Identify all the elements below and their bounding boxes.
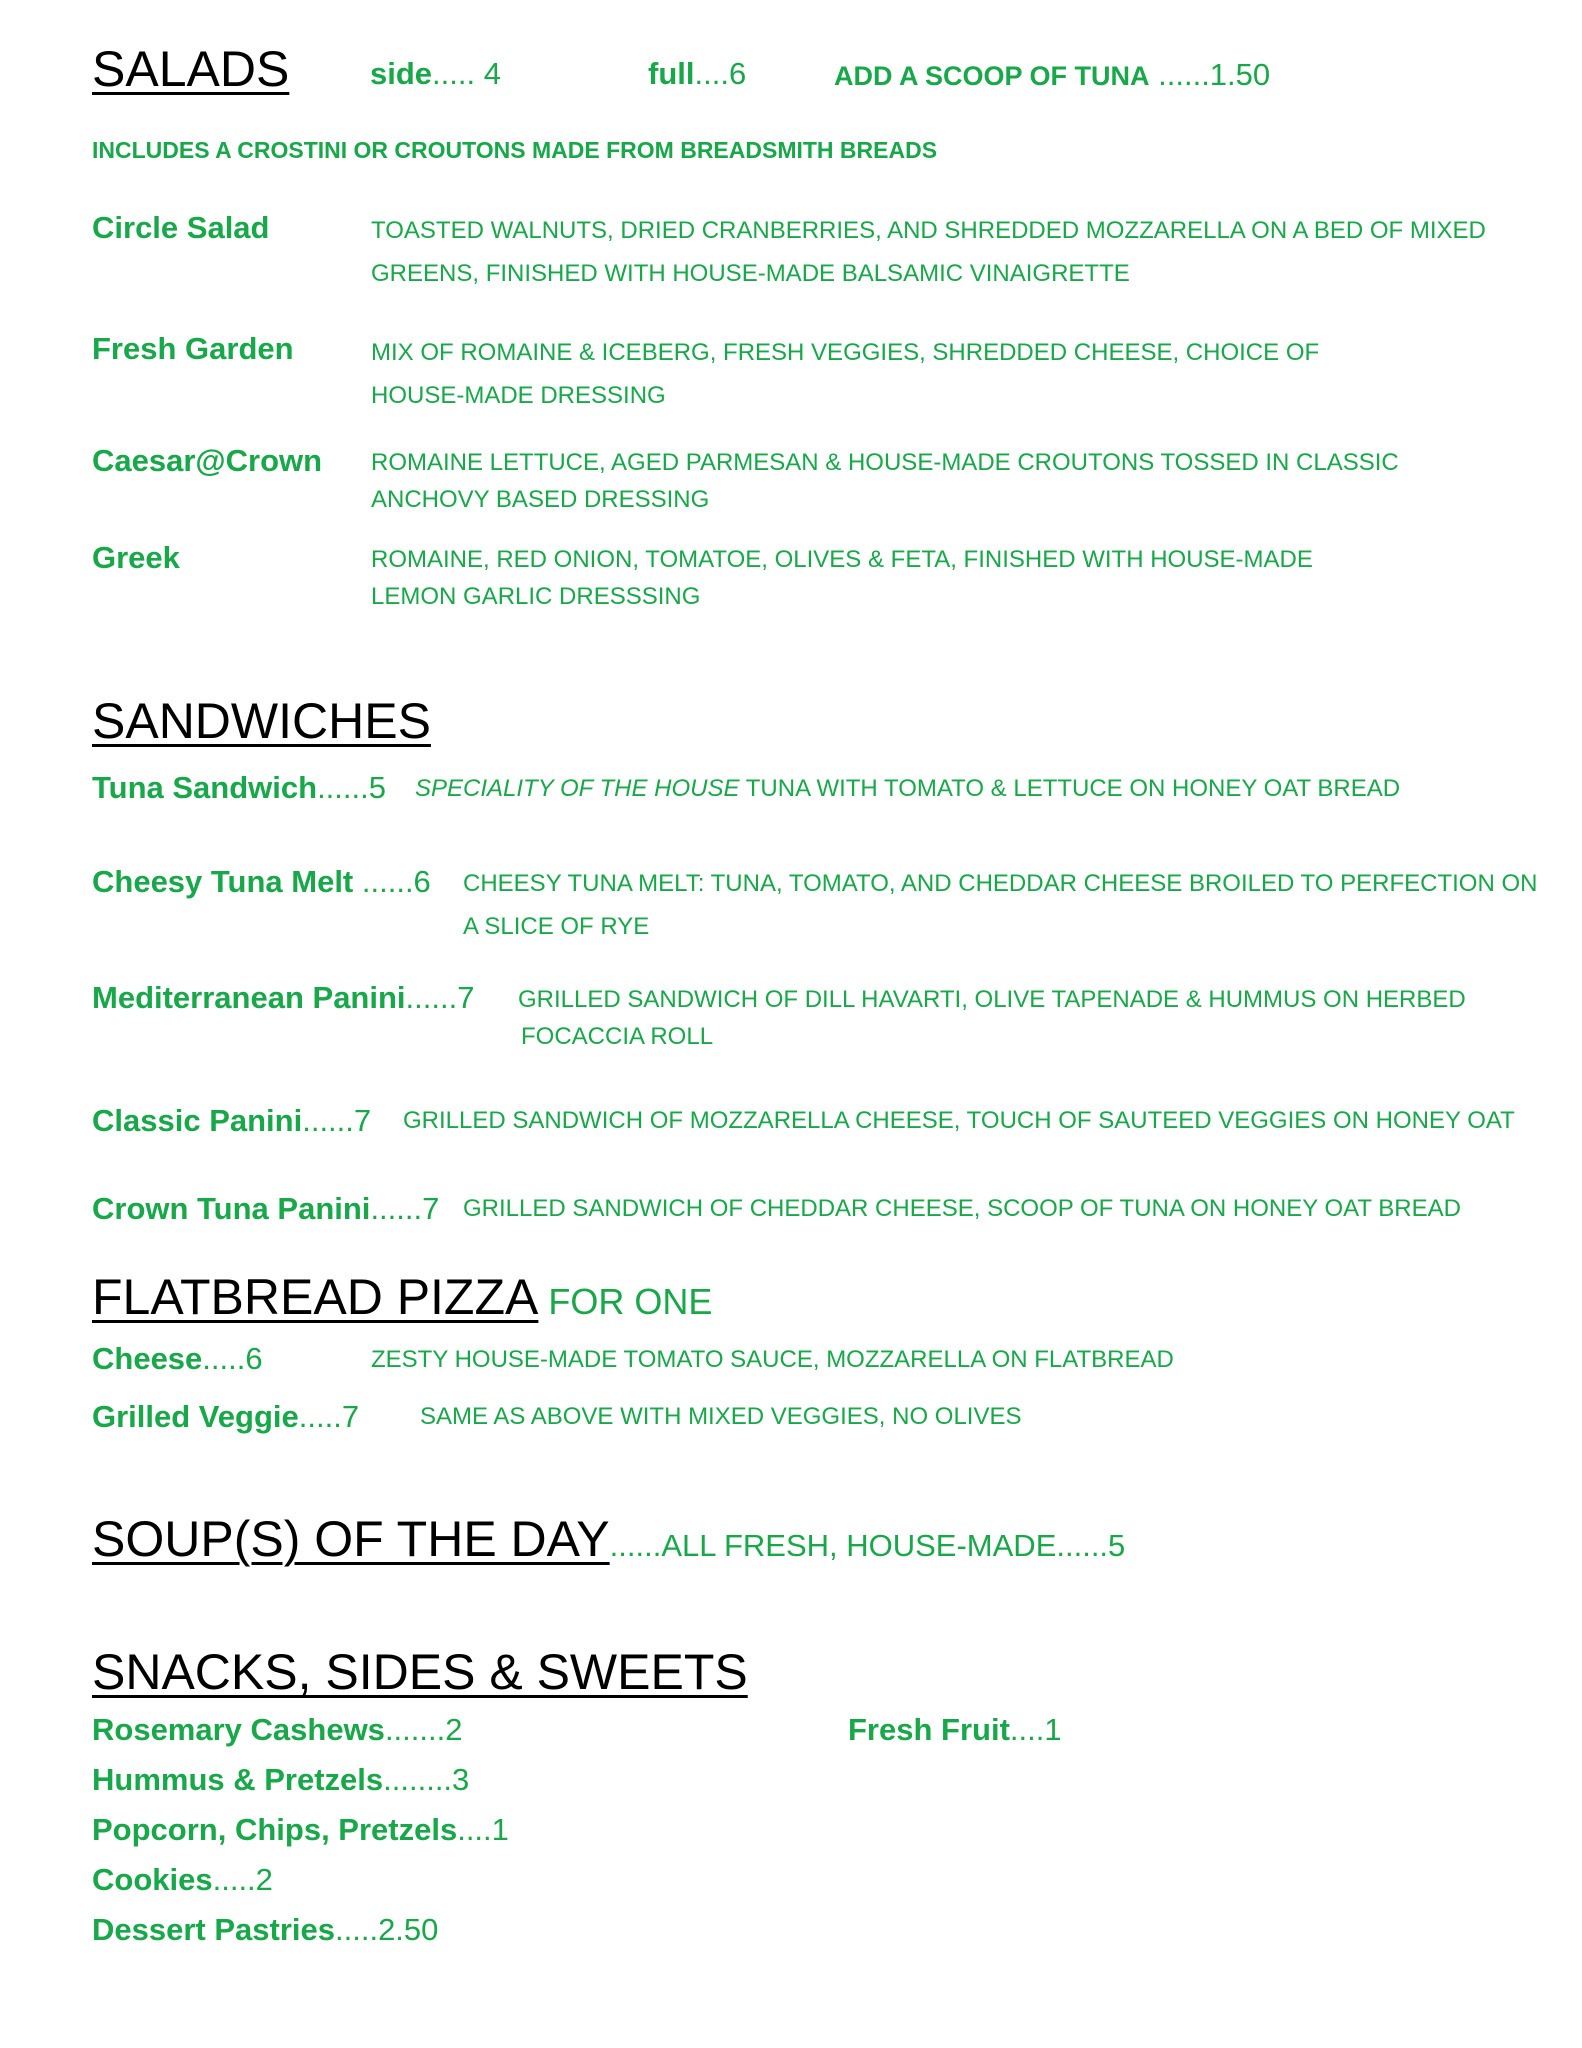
- snack-item: [92, 1912, 438, 1948]
- salad-desc-line: LEMON GARLIC DRESSSING: [371, 583, 701, 610]
- flatbread-subtitle: FOR ONE: [538, 1281, 713, 1322]
- flatbread-heading: FLATBREAD PIZZA: [92, 1269, 539, 1325]
- salad-desc-line: GREENS, FINISHED WITH HOUSE-MADE BALSAMIC VINAIGRETTE: [371, 260, 1130, 287]
- salads-heading: SALADS: [92, 41, 290, 97]
- flatbread-row: [92, 1399, 359, 1435]
- sandwich-row: [92, 770, 386, 806]
- snacks-heading: SNACKS, SIDES & SWEETS: [92, 1644, 748, 1700]
- sandwich-desc-line: GRILLED SANDWICH OF DILL HAVARTI, OLIVE TAPENADE & HUMMUS ON HERBED: [518, 986, 1466, 1013]
- sandwich-desc-line: TUNA WITH TOMATO & LETTUCE ON HONEY OAT BREAD: [739, 775, 1401, 802]
- snack-name: Hummus & Pretzels: [92, 1762, 384, 1797]
- flatbread-row: [92, 1341, 263, 1377]
- full-label: full: [648, 56, 695, 91]
- salads-note: INCLUDES A CROSTINI OR CROUTONS MADE FROM BREADSMITH BREADS: [92, 137, 938, 163]
- salad-desc: [371, 209, 1521, 295]
- salad-desc: [371, 541, 1521, 615]
- flatbread-price: .....7: [298, 1399, 360, 1434]
- sandwich-desc-italic: SPECIALITY OF THE HOUSE: [415, 775, 740, 802]
- sandwiches-heading: SANDWICHES: [92, 693, 431, 749]
- flatbread-price: .....6: [202, 1341, 263, 1376]
- sandwich-desc-line: FOCACCIA ROLL: [521, 1023, 714, 1050]
- snack-name: Fresh Fruit: [848, 1712, 1010, 1747]
- sandwich-name: Classic Panini: [92, 1103, 303, 1138]
- snack-item: [92, 1812, 509, 1848]
- snack-price: ....1: [1009, 1712, 1062, 1747]
- sandwich-desc: [415, 775, 1400, 803]
- flatbread-desc: ZESTY HOUSE-MADE TOMATO SAUCE, MOZZARELLA ON FLATBREAD: [371, 1346, 1174, 1373]
- sandwich-price: ......7: [370, 1191, 440, 1226]
- salad-side-price: [370, 56, 501, 92]
- snack-name: Rosemary Cashews: [92, 1712, 385, 1747]
- soup-heading: SOUP(S) OF THE DAY: [92, 1511, 610, 1567]
- soup-detail: ......ALL FRESH, HOUSE-MADE......5: [609, 1528, 1126, 1563]
- sandwich-row: [92, 1191, 439, 1227]
- salad-desc-line: ROMAINE LETTUCE, AGED PARMESAN & HOUSE-MADE CROUTONS TOSSED IN CLASSIC: [371, 449, 1399, 476]
- sandwich-desc: GRILLED SANDWICH OF MOZZARELLA CHEESE, TOUCH OF SAUTEED VEGGIES ON HONEY OAT: [403, 1107, 1515, 1134]
- snack-item: [92, 1712, 462, 1748]
- tuna-addon: [834, 57, 1270, 93]
- sandwich-row: [92, 864, 431, 900]
- flatbread-name: Grilled Veggie: [92, 1399, 299, 1434]
- snack-price: ........3: [383, 1762, 470, 1797]
- snack-price: .......2: [384, 1712, 463, 1747]
- sandwich-desc-line: CHEESY TUNA MELT: TUNA, TOMATO, AND CHEDDAR CHEESE BROILED TO PERFECTION ON: [463, 870, 1538, 897]
- sandwich-name: Mediterranean Panini: [92, 980, 406, 1015]
- flatbread-desc: SAME AS ABOVE WITH MIXED VEGGIES, NO OLIVES: [420, 1403, 1022, 1430]
- tuna-addon-label: ADD A SCOOP OF TUNA: [834, 61, 1150, 91]
- salad-name: Fresh Garden: [92, 331, 294, 366]
- salad-desc: [371, 331, 1521, 417]
- salad-name: Circle Salad: [92, 210, 270, 245]
- sandwich-row: [92, 1103, 371, 1139]
- salad-full-price: [648, 56, 746, 92]
- snack-name: Dessert Pastries: [92, 1912, 335, 1947]
- sandwich-price: ......5: [317, 770, 386, 805]
- flatbread-name: Cheese: [92, 1341, 203, 1376]
- sandwich-price: ......6: [353, 864, 431, 899]
- salad-desc-line: HOUSE-MADE DRESSING: [371, 382, 666, 409]
- sandwich-desc: GRILLED SANDWICH OF CHEDDAR CHEESE, SCOOP OF TUNA ON HONEY OAT BREAD: [463, 1195, 1461, 1222]
- salad-desc-line: TOASTED WALNUTS, DRIED CRANBERRIES, AND SHREDDED MOZZARELLA ON A BED OF MIXED: [371, 217, 1486, 244]
- sandwich-price: ......7: [302, 1103, 372, 1138]
- side-price: ..... 4: [432, 56, 501, 91]
- sandwich-price: ......7: [405, 980, 475, 1015]
- sandwich-row: [92, 980, 474, 1016]
- full-price: ....6: [694, 56, 747, 91]
- salad-name: Caesar@Crown: [92, 443, 323, 478]
- salad-desc-line: ROMAINE, RED ONION, TOMATOE, OLIVES & FETA, FINISHED WITH HOUSE-MADE: [371, 546, 1313, 573]
- salad-desc: [371, 444, 1521, 518]
- salad-desc-line: MIX OF ROMAINE & ICEBERG, FRESH VEGGIES, SHREDDED CHEESE, CHOICE OF: [371, 339, 1320, 366]
- soup-row: [92, 1510, 1125, 1568]
- sandwich-name: Crown Tuna Panini: [92, 1191, 371, 1226]
- snack-item: [848, 1712, 1062, 1748]
- sandwich-name: Tuna Sandwich: [92, 770, 318, 805]
- snack-item: [92, 1762, 469, 1798]
- side-label: side: [370, 56, 433, 91]
- sandwich-name: Cheesy Tuna Melt: [92, 864, 354, 899]
- flatbread-heading-row: [92, 1268, 712, 1326]
- snack-price: .....2: [212, 1862, 273, 1897]
- salad-desc-line: ANCHOVY BASED DRESSING: [371, 486, 710, 513]
- snack-price: ....1: [457, 1812, 509, 1847]
- salad-name: Greek: [92, 540, 180, 575]
- snack-price: .....2.50: [335, 1912, 439, 1947]
- snack-name: Cookies: [92, 1862, 213, 1897]
- snack-name: Popcorn, Chips, Pretzels: [92, 1812, 458, 1847]
- snack-item: [92, 1862, 273, 1898]
- sandwich-desc-line: A SLICE OF RYE: [463, 913, 650, 940]
- sandwich-desc: [518, 981, 1568, 1055]
- tuna-addon-price: ......1.50: [1149, 57, 1271, 92]
- sandwich-desc: [463, 862, 1563, 948]
